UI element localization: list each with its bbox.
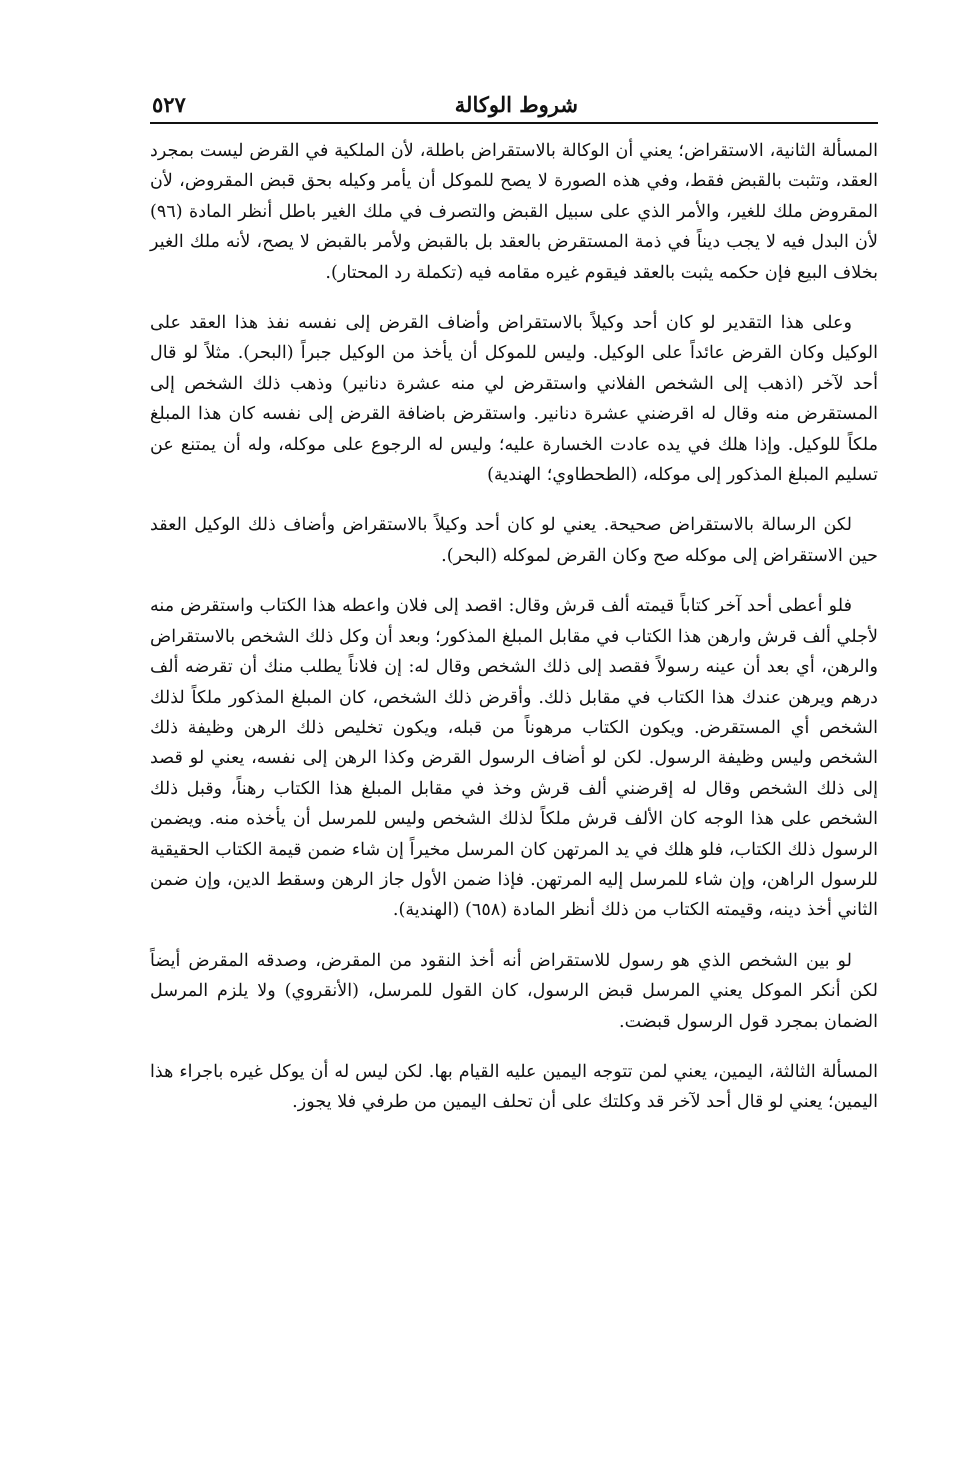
running-header — [150, 86, 878, 124]
paragraph: المسألة الثانية، الاستقراض؛ يعني أن الوكالة بالاستقراض باطلة، لأن الملكية في القرض ليست بمجرد العقد، وتثبت بالقبض فقط، وفي هذه الصورة لا يصح للموكل أن يأمر وكيله بحق قبض المقروض، لأن المقروض ملك للغير، والأمر الذي على سبيل القبض والتصرف في ملك الغير باطل أنظر المادة (٩٦) لأن البدل فيه لا يجب ديناً في ذمة المستقرض بالعقد بل بالقبض ولأمر بالقبض لا يصح، لأنه ملك الغير بخلاف البيع فإن حكمه يثبت بالعقد فيقوم غيره مقامه فيه (تكملة رد المحتار). — [150, 141, 878, 283]
paragraph: لو بين الشخص الذي هو رسول للاستقراض أنه أخذ النقود من المقرض، وصدقه المقرض أيضاً لكن أنكر الموكل يعني المرسل قبض الرسول، كان القول للمرسل، (الأنقروي) ولا يلزم المرسل الضمان بمجرد قول الرسول قبضت. — [150, 950, 878, 1032]
chapter-title: شروط الوكالة — [454, 92, 578, 117]
page-body — [150, 136, 878, 1118]
paragraph: المسألة الثالثة، اليمين، يعني لمن تتوجه اليمين عليه القيام بها. لكن ليس له أن يوكل غيره باجراء هذا اليمين؛ يعني لو قال أحد لآخر قد وكلتك على أن تحلف اليمين من طرفي فلا يجوز. — [150, 1061, 878, 1113]
paragraph: فلو أعطى أحد آخر كتاباً قيمته ألف قرش وقال: اقصد إلى فلان واعطه هذا الكتاب واستقرض منه لأجلي ألف قرش وارهن هذا الكتاب في مقابل المبلغ المذكور؛ وبعد أن وكل ذلك الشخص بالاستقراض والرهن، أي بعد أن عينه رسولاً فقصد إلى ذلك الشخص وقال له: إن فلاناً يطلب منك أن تقرضه ألف درهم ويرهن عندك هذا الكتاب في مقابل ذلك. وأقرض ذلك الشخص، كان المبلغ المذكور ملكاً لذلك الشخص أي المستقرض. ويكون الكتاب مرهوناً من قبله، ويكون تخليص ذلك الرهن وظيفة ذلك الشخص وليس وظيفة الرسول. لكن لو أضاف الرسول القرض وكذا الرهن إلى نفسه، يعني لو قصد إلى ذلك الشخص وقال له إقرضني ألف قرش وخذ في مقابل المبلغ هذا الكتاب رهناً، وقبل ذلك الشخص على هذا الوجه كان الألف قرش ملكاً لذلك الشخص وليس للمرسل أن يأخذه منه. ويضمن الرسول ذلك الكتاب، فلو هلك في يد المرتهن كان المرسل مخيراً إن شاء ضمن قيمة الكتاب الحقيقية للرسول الراهن، وإن شاء للمرسل إليه المرتهن. فإذا ضمن الأول جاز الرهن وسقط الدين، وإن ضمن الثاني أخذ دينه، وقيمته الكتاب من ذلك أنظر المادة (٦٥٨) (الهندية). — [150, 596, 878, 921]
paragraph: وعلى هذا التقدير لو كان أحد وكيلاً بالاستقراض وأضاف القرض إلى نفسه نفذ هذا العقد على الوكيل وكان القرض عائداً على الوكيل. وليس للموكل أن يأخذ من الوكيل جبراً (البحر). مثلاً لو قال أحد لآخر (اذهب إلى الشخص الفلاني واستقرض لي منه عشرة دنانير) وذهب ذلك الشخص إلى المستقرض منه وقال له اقرضني عشرة دنانير. واستقرض باضافة القرض إلى نفسه كان هذا المبلغ ملكاً للوكيل. وإذا هلك في يده عادت الخسارة عليه؛ وليس له الرجوع على موكله، وله أن يمتنع عن تسليم المبلغ المذكور إلى موكله، (الطحطاوي؛ الهندية) — [150, 313, 878, 486]
book-page — [150, 86, 878, 1138]
page-number: ٥٢٧ — [152, 92, 186, 117]
paragraph: لكن الرسالة بالاستقراض صحيحة. يعني لو كان أحد وكيلاً بالاستقراض وأضاف ذلك الوكيل العقد حين الاستقراض إلى موكله صح وكان القرض لموكله (البحر). — [150, 515, 878, 566]
